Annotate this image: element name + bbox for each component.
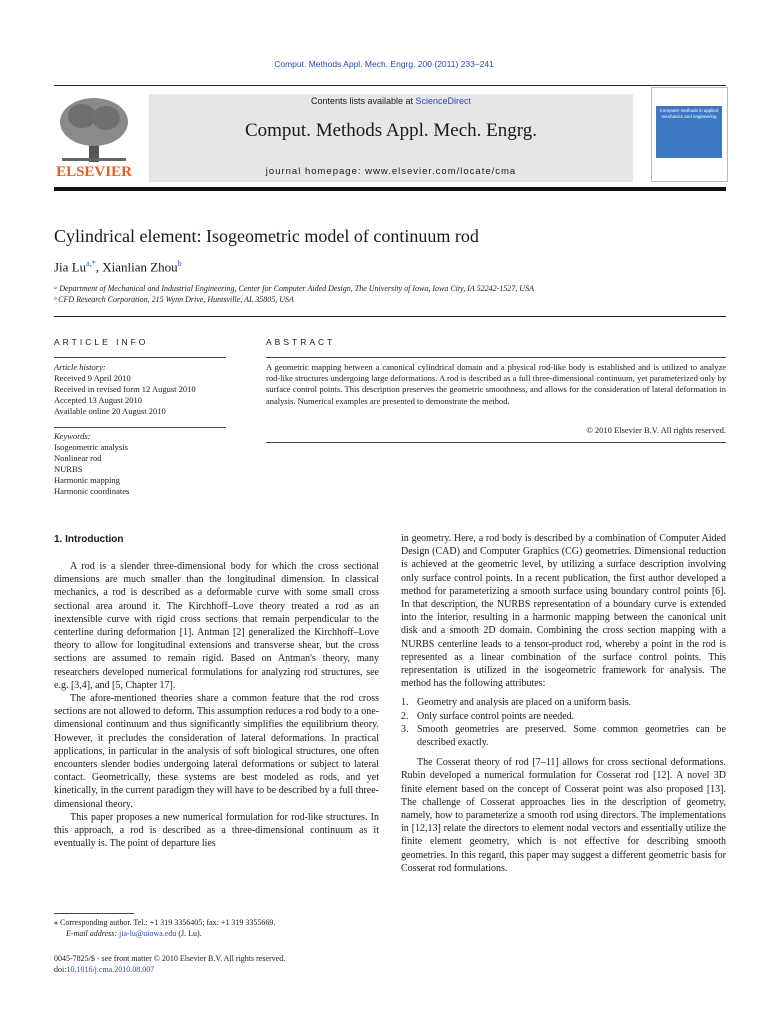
affiliation-a: ᵃ Department of Mechanical and Industrial Engineering, Center for Computer Aided Design, The University of Iowa, Iowa City, IA 52242-1527, USA [54, 284, 534, 293]
history-label: Article history: [54, 362, 106, 372]
email-link[interactable]: jia-lu@uiowa.edu [119, 929, 177, 938]
keyword: Harmonic mapping [54, 475, 120, 485]
email-suffix: (J. Lu). [176, 929, 202, 938]
abstract-text: A geometric mapping between a canonical cylindrical domain and a physical rod-like body is established and is utilized to analyze rod-like structures undergoing large deformations. A rod is described as a full three-dimensional continuum, yet parameterized only by surface control points. This description preserves the geometric smoothness, and allows for the consideration of lateral deformation in analysis. Numerical examples are presented to demonstrate the method. [266, 362, 726, 406]
list-text: Geometry and analysis are placed on a uniform basis. [417, 697, 632, 709]
abstract-rule-top [266, 357, 726, 358]
list-item [401, 723, 726, 749]
doi-prefix: doi: [54, 965, 67, 974]
journal-citation[interactable]: Comput. Methods Appl. Mech. Engrg. 200 (2011) 233–241 [274, 59, 494, 69]
header-rule [54, 85, 726, 86]
elsevier-wordmark: ELSEVIER [56, 164, 132, 180]
contents-prefix: Contents lists available at [310, 96, 416, 106]
footnote [54, 917, 379, 939]
author-2: Xianlian Zhou [102, 259, 178, 275]
affiliation-rule [54, 316, 726, 317]
list-number: 2. [401, 710, 409, 722]
body-column-right [401, 532, 726, 875]
paragraph: A rod is a slender three-dimensional body for which the cross sectional dimensions are much smaller than the longitudinal dimension. In classical mechanics, a rod is described as a deformable curve with some small cross sectional area around it. The Kirchhoff–Love theory treated a rod as an inextensible curve with rigid cross sections that remain perpendicular to the centerline during deformation [1]. Antman [2] generalized the Kirchhoff–Love theory to allow for longitudinal extensions and transverse shear, but the cross sections are assumed to remain rigid. Based on Antman's theory, many researchers developed numerical formulations for analyzing rod structures, see e.g. [3,4], and [5, Chapter 17]. [54, 561, 379, 691]
corresponding-author: ⁎ Corresponding author. Tel.: +1 319 3356405; fax: +1 319 3355669. [54, 918, 276, 927]
list-item [401, 710, 726, 723]
list-text: Only surface control points are needed. [417, 710, 575, 722]
list-number: 3. [401, 723, 409, 735]
keyword: Nonlinear rod [54, 453, 102, 463]
list-text: Smooth geometries are preserved. Some common geometries can be described exactly. [417, 723, 726, 749]
doi-link[interactable]: 10.1016/j.cma.2010.08.007 [66, 965, 155, 974]
journal-homepage[interactable]: journal homepage: www.elsevier.com/locate/cma [265, 166, 517, 177]
list-item [401, 696, 726, 709]
contents-line [149, 96, 633, 106]
attribute-list [401, 696, 726, 749]
history-item: Available online 20 August 2010 [54, 406, 166, 416]
issn-block [54, 953, 285, 975]
info-rule-1 [54, 357, 226, 358]
paragraph: The afore-mentioned theories share a common feature that the rod cross sections are not allowed to deform. This assumption reduces a rod body to a one-dimensional continuum and thus significantly simplifies the equilibrium theory. However, it precludes the consideration of lateral deformations. In practical applications, in particular in the analysis of soft biological structures, one often encounters slender bodies undergoing lateral deformations or subject to lateral contact. Geometrically, these systems are best modeled as rods, and yet kinetically, in the current paradigm they will have to be described by a full three-dimensional theory. [54, 693, 379, 810]
author-1-sup[interactable]: a,* [86, 259, 96, 268]
affiliation-b: ᵇ CFD Research Corporation, 215 Wynn Drive, Huntsville, AL 35805, USA [54, 295, 294, 304]
article-history [54, 362, 226, 417]
body-column-left [54, 560, 379, 850]
authors [54, 259, 182, 275]
footnote-rule [54, 913, 134, 914]
cover-text: Computer methods in applied mechanics and engineering [659, 108, 719, 119]
history-item: Accepted 13 August 2010 [54, 395, 143, 405]
history-item: Received in revised form 12 August 2010 [54, 384, 196, 394]
keyword: Harmonic coordinates [54, 486, 130, 496]
abstract-heading: ABSTRACT [266, 337, 336, 347]
abstract-rule-bottom [266, 442, 726, 443]
header-thick-rule [54, 187, 726, 191]
article-title: Cylindrical element: Isogeometric model of continuum rod [54, 226, 479, 246]
issn-line: 0045-7825/$ - see front matter © 2010 Elsevier B.V. All rights reserved. [54, 954, 286, 963]
email-label: E-mail address: [66, 929, 120, 938]
sciencedirect-link[interactable]: ScienceDirect [415, 96, 472, 106]
history-item: Received 9 April 2010 [54, 373, 131, 383]
article-info-heading: ARTICLE INFO [54, 337, 149, 347]
keywords [54, 431, 226, 497]
section-heading-introduction: 1. Introduction [54, 534, 124, 545]
paragraph: The Cosserat theory of rod [7–11] allows for cross sectional deformations. Rubin developed a numerical formulation for Cosserat rod [12]. A novel 3D finite element based on the concept of Cosserat point was also proposed [13]. The challenge of Cosserat approaches lies in the description of geometry, namely, how to parameterize a smooth rod using directors. The implementations in [12,13] relate the directors to element nodal vectors and essentially utilize the finite element geometry, which is not effective for describing smooth geometries. In this regard, this paper may suggest a different geometric basis for Cosserat rod formulations. [401, 757, 726, 874]
author-separator: , [95, 259, 103, 275]
paragraph: in geometry. Here, a rod body is described by a combination of Computer Aided Design (CAD) and Computer Graphics (CG) geometries. Dimensional reduction is achieved at the geometric level, by utilizing a surface description involving only surface control points. In a recent publication, the first author developed a method for parameterizing a smooth surface using boundary control points [6]. In that description, the NURBS representation of a boundary curve is extended into the interior, resulting in a harmonic mapping between the canonical unit disk and a smooth 2D domain. Combining the cross section mapping with a NURBS centerline leads to a tensor-product rod, whereby a point in the rod is represented as a linear combination of the surface control points. This representation is utilized in the isogeometric framework for analysis. The method has the following attributes: [401, 533, 726, 690]
author-1: Jia Lu [54, 259, 87, 275]
info-rule-2 [54, 427, 226, 428]
keywords-label: Keywords: [54, 431, 91, 441]
list-number: 1. [401, 697, 409, 709]
author-2-sup[interactable]: b [177, 259, 182, 268]
journal-cover [651, 87, 728, 182]
keyword: NURBS [54, 464, 83, 474]
abstract-copyright: © 2010 Elsevier B.V. All rights reserved. [586, 425, 726, 435]
keyword: Isogeometric analysis [54, 442, 128, 452]
paragraph: This paper proposes a new numerical formulation for rod-like structures. In this approach, a rod is described as a three-dimensional continuum as it eventually is. The point of departure lies [54, 811, 379, 850]
journal-title: Comput. Methods Appl. Mech. Engrg. [244, 120, 538, 141]
